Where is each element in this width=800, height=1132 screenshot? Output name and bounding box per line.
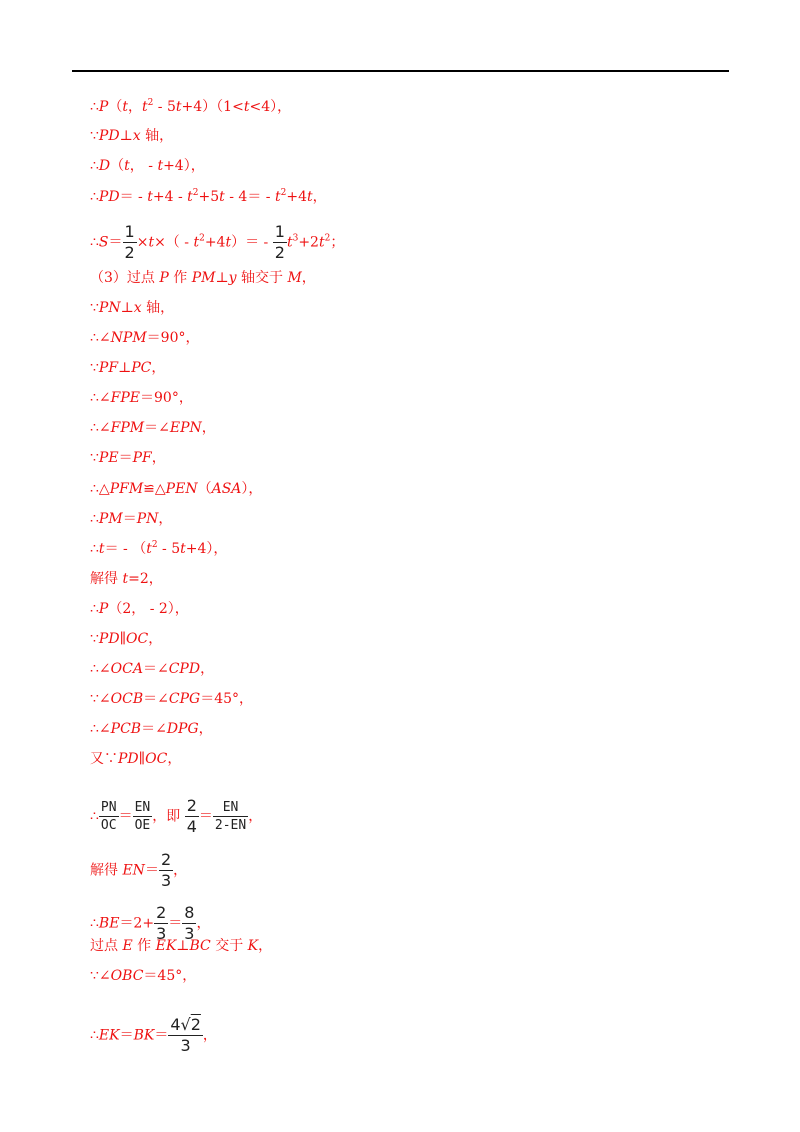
fraction: $\frac{1}{2}$	[274, 222, 285, 262]
fraction: $\frac{EN}{OE}$	[134, 800, 151, 833]
fraction: $\frac{2}{3}$	[160, 850, 172, 890]
solution-line: 又∵PD∥OC，	[90, 751, 182, 767]
solution-line: ∴ $\frac{PN}{OC}$ ＝ $\frac{EN}{OE}$ ，即 $\frac{2}{4}$ ＝ $\frac{EN}{2-EN}$ ，	[90, 796, 263, 836]
fraction: $\frac{PN}{OC}$	[100, 800, 117, 833]
solution-line: ∴PD＝ - $t+4 - t^2+5t - 4= - t^2+4t$，	[90, 188, 327, 205]
fraction: $\frac{EN}{2-EN}$	[214, 800, 247, 833]
header-rule	[72, 70, 729, 72]
solution-line: 过点 E 作 EK⊥BC 交于 K，	[90, 938, 273, 954]
fraction: $\frac{4√2}{3}$	[170, 1015, 201, 1055]
solution-line: ∵PF⊥PC，	[90, 360, 166, 376]
solution-line: （3）过点 P 作 PM⊥y 轴交于 M，	[90, 270, 316, 286]
solution-line: ∴S＝ $\frac{1}{2}$ $\times t\times( - t^2+4t)=$ - $\frac{1}{2}$ $t^3+2t^2$；	[90, 222, 345, 262]
fraction: $\frac{1}{2}$	[124, 222, 135, 262]
solution-line: ∵PE＝PF，	[90, 450, 166, 466]
fraction: $\frac{2}{3}$	[156, 903, 167, 943]
solution-line: ∵PD∥OC，	[90, 631, 163, 647]
solution-line: 解得 EN＝ $\frac{2}{3}$ ，	[90, 850, 188, 890]
solution-line: ∵∠OBC＝45°，	[90, 968, 197, 984]
solution-line: 解得 t=2，	[90, 571, 163, 587]
solution-line: ∴P（t，$t^2 - 5t+4)(1<t<4)$，	[90, 98, 292, 115]
fraction: $\frac{2}{4}$	[186, 796, 197, 836]
solution-line: ∴∠NPM＝90°，	[90, 330, 200, 346]
solution-line: ∴EK＝BK＝ $\frac{4√2}{3}$ ，	[90, 1015, 217, 1055]
solution-line: ∵PD⊥x 轴，	[90, 128, 174, 144]
solution-line: ∴D（t， - t+4），	[90, 158, 205, 174]
fraction: $\frac{8}{3}$	[184, 903, 195, 943]
solution-line: ∴∠FPM＝∠EPN，	[90, 420, 216, 436]
solution-line: ∴∠PCB＝∠DPG，	[90, 721, 213, 737]
solution-line: ∴BE＝2+ $\frac{2}{3}$ ＝ $\frac{8}{3}$ ，	[90, 903, 211, 943]
solution-line: ∴P（2， - 2），	[90, 601, 189, 617]
solution-line: ∴PM＝PN，	[90, 511, 173, 527]
solution-line: ∴t＝ - $(t^2 - 5t+4)$，	[90, 540, 228, 557]
solution-line: ∴∠FPE＝90°，	[90, 390, 193, 406]
solution-line: ∵∠OCB＝∠CPG＝45°，	[90, 691, 254, 707]
solution-line: ∴∠OCA＝∠CPD，	[90, 661, 215, 677]
solution-line: ∵PN⊥x 轴，	[90, 300, 175, 316]
solution-line: ∴△PFM≌△PEN（ASA），	[90, 481, 263, 497]
